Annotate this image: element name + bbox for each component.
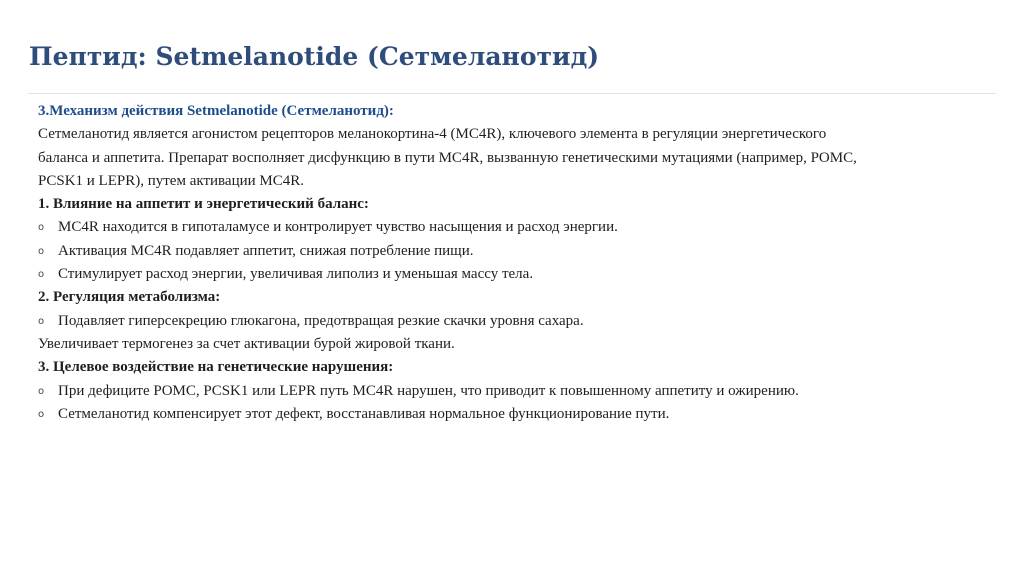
list-item: [38, 403, 978, 426]
slide-body: [38, 100, 978, 426]
section-heading: 3.Механизм действия Setmelanotide (Сетмеланотид):: [38, 103, 394, 119]
bullet-circle-icon: o: [38, 408, 45, 420]
list-item-plain: [38, 333, 978, 356]
group-heading-metabolism: 2. Регуляция метаболизма:: [38, 289, 221, 306]
list-item-text: Подавляет гиперсекрецию глюкагона, предотвращая резкие скачки уровня сахара.: [58, 312, 584, 329]
list-item-text: Увеличивает термогенез за счет активации бурой жировой ткани.: [38, 335, 455, 352]
list-item-text: Стимулирует расход энергии, увеличивая липолиз и уменьшая массу тела.: [58, 266, 534, 283]
bullet-circle-icon: o: [38, 315, 45, 327]
intro-line: Сетмеланотид является агонистом рецепторов меланокортина-4 (MC4R), ключевого элемента в регуляции энергетического: [38, 126, 827, 143]
bullet-circle-icon: o: [38, 245, 45, 257]
intro-line: PCSK1 и LEPR), путем активации MC4R.: [38, 172, 305, 189]
bullet-circle-icon: o: [38, 222, 45, 234]
list-item-text: MC4R находится в гипоталамусе и контролирует чувство насыщения и расход энергии.: [58, 219, 618, 236]
list-item: [38, 216, 978, 239]
list-item: [38, 263, 978, 286]
intro-line: баланса и аппетита. Препарат восполняет дисфункцию в пути MC4R, вызванную генетическими мутациями (например, POMC,: [38, 149, 857, 166]
group-heading-appetite: 1. Влияние на аппетит и энергетический баланс:: [38, 196, 369, 213]
bullet-circle-icon: o: [38, 269, 45, 281]
slide-title: Пептид: Setmelanotide (Сетмеланотид): [29, 42, 600, 71]
title-divider: [28, 93, 996, 94]
bullet-circle-icon: o: [38, 385, 45, 397]
list-item-text: При дефиците POMC, PCSK1 или LEPR путь MC4R нарушен, что приводит к повышенному аппетиту и ожирению.: [58, 382, 799, 399]
list-item: [38, 380, 978, 403]
list-item: [38, 310, 978, 333]
group-heading-genetic: 3. Целевое воздействие на генетические нарушения:: [38, 359, 394, 376]
list-item: [38, 240, 978, 263]
list-item-text: Сетмеланотид компенсирует этот дефект, восстанавливая нормальное функционирование пути.: [58, 405, 670, 422]
list-item-text: Активация MC4R подавляет аппетит, снижая потребление пищи.: [58, 242, 474, 259]
